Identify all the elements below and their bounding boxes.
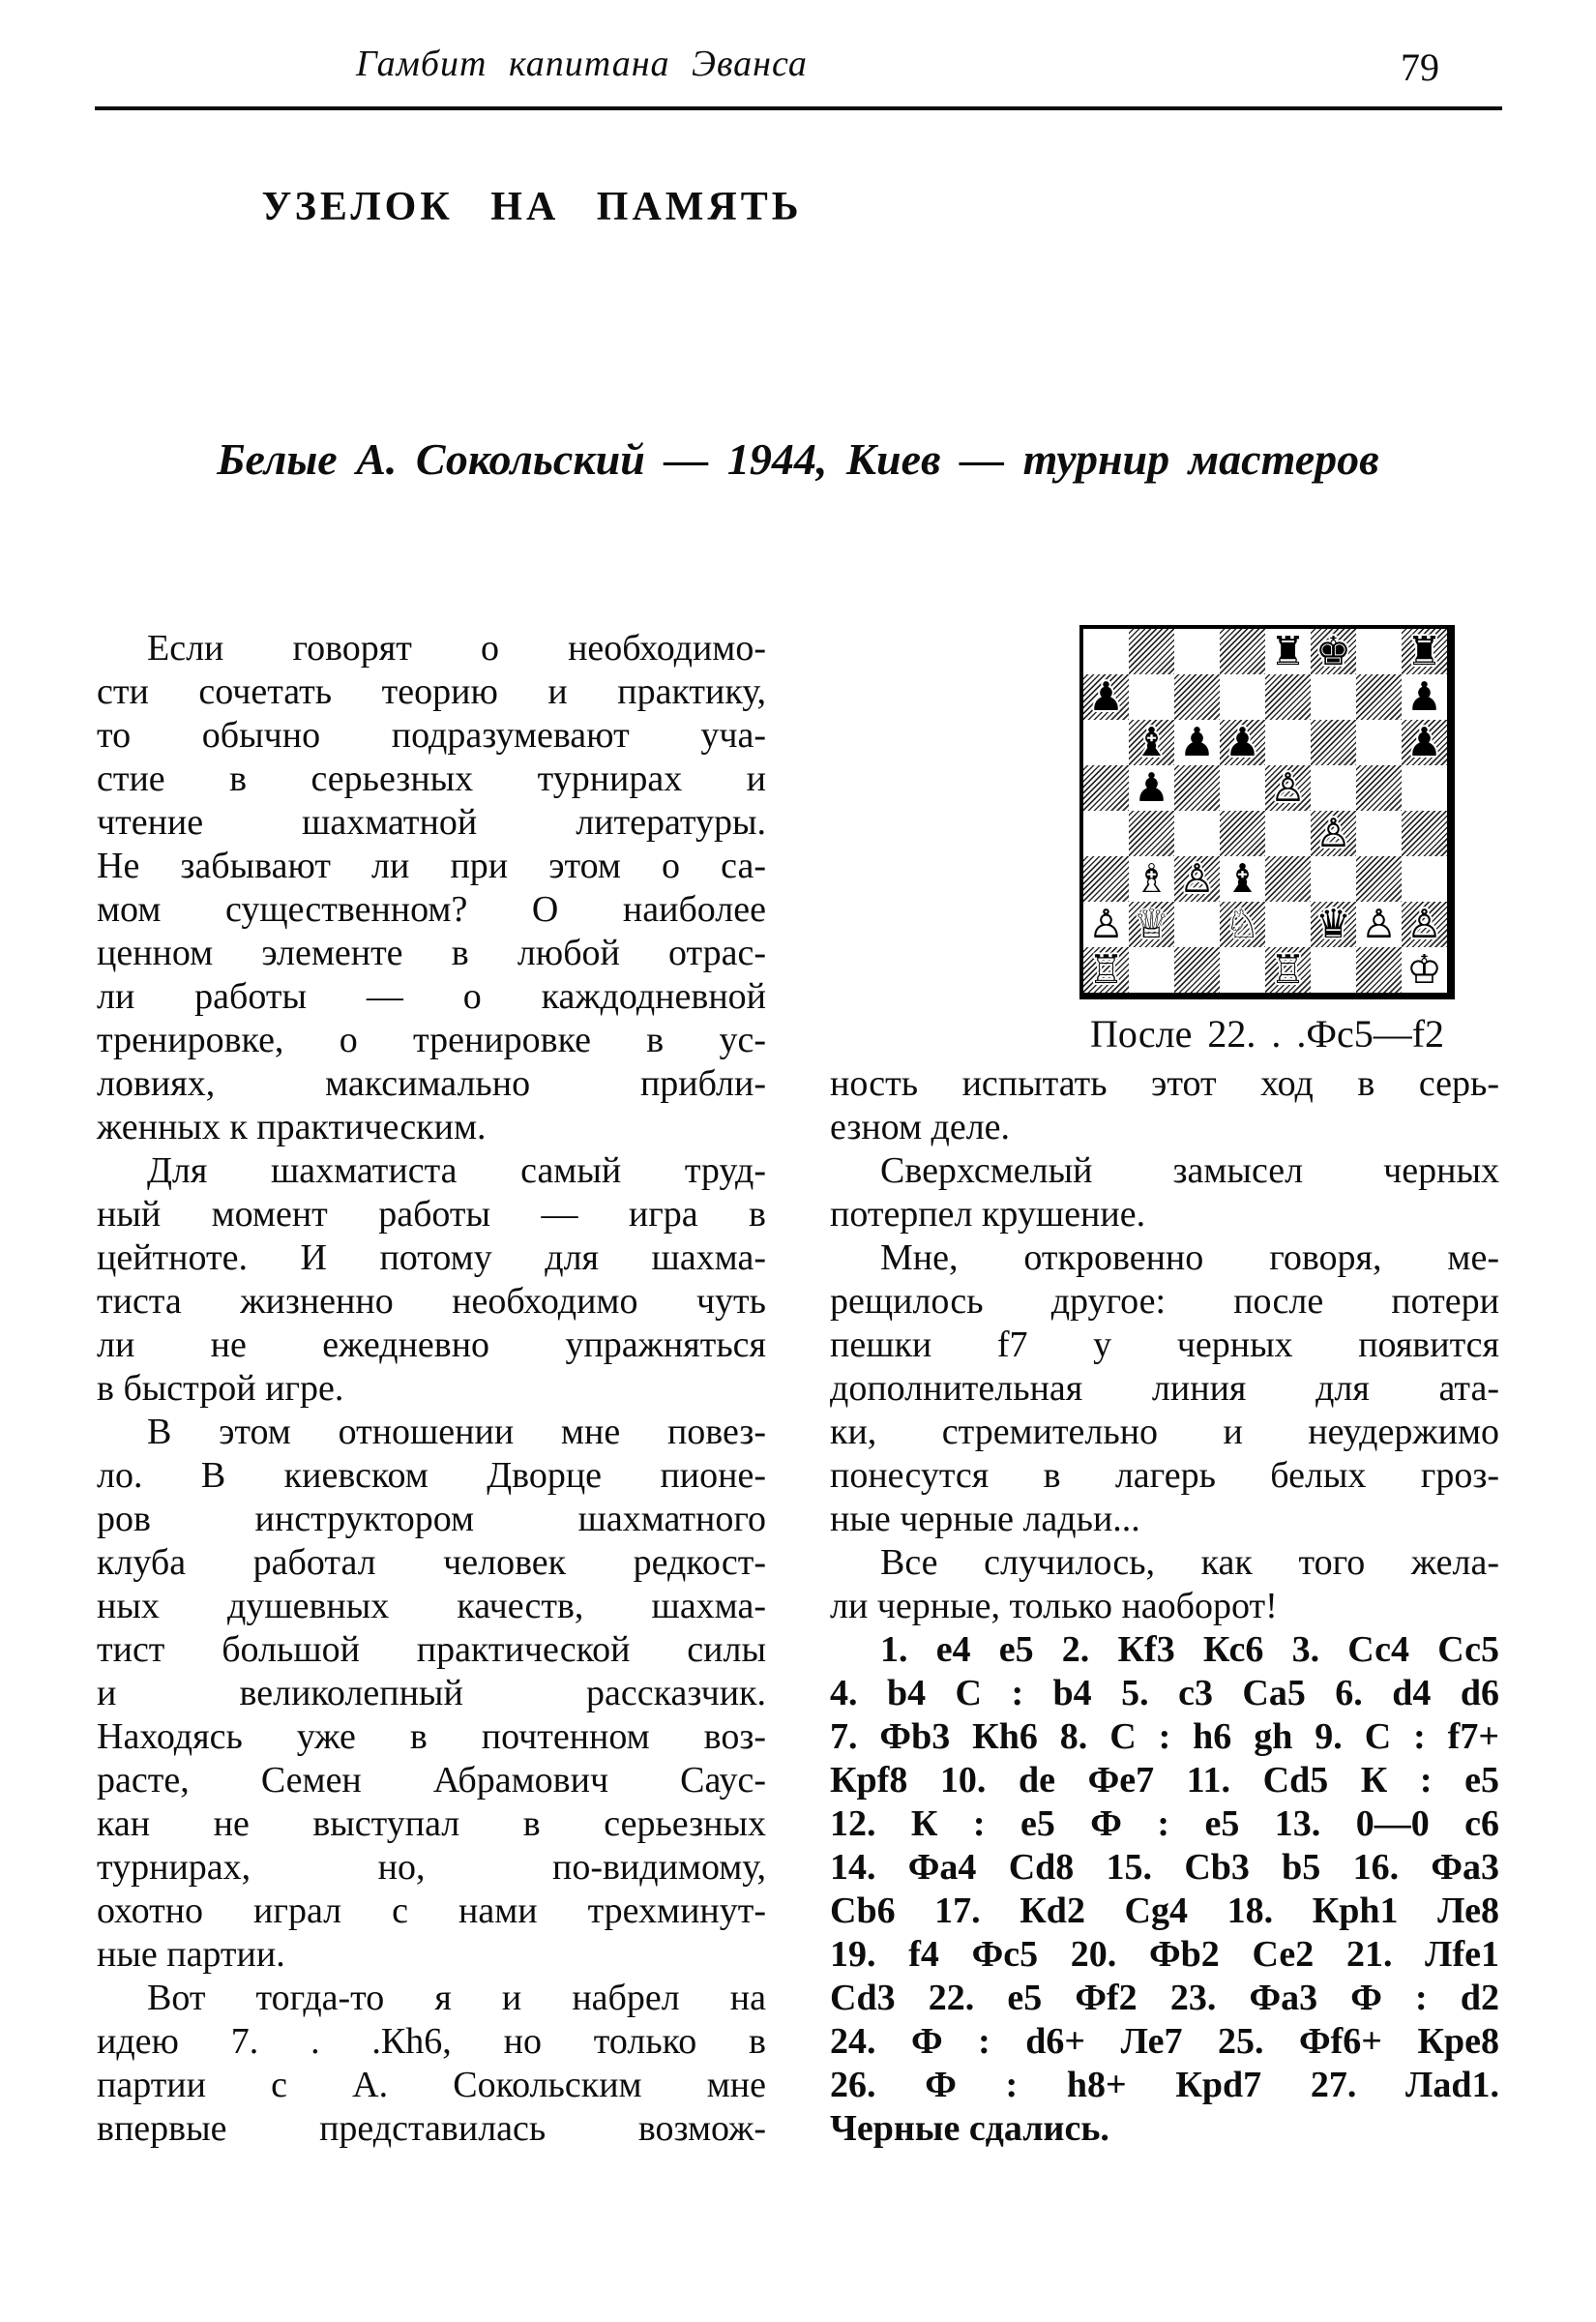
board-square (1083, 629, 1129, 674)
section-title: УЗЕЛОК НА ПАМЯТЬ (261, 185, 803, 229)
board-square (1356, 856, 1402, 902)
text-line: Если говорят о необходимо- (147, 628, 766, 669)
board-square (1402, 720, 1447, 765)
board-square (1174, 629, 1220, 674)
board-square (1402, 674, 1447, 720)
board-square (1083, 856, 1129, 902)
text-line: Все случилось, как того жела- (880, 1542, 1499, 1583)
board-square (1129, 720, 1174, 765)
text-line: впервые представилась возмож- (97, 2108, 766, 2149)
text-line: клуба работал человек редкост- (97, 1542, 766, 1583)
text-line: Для шахматиста самый труд- (147, 1150, 766, 1191)
board-square (1311, 811, 1356, 856)
board-square (1174, 765, 1220, 811)
text-line: цейтноте. И потому для шахма- (97, 1237, 766, 1278)
board-square (1402, 947, 1447, 993)
black-pawn-icon: ♟ (1179, 720, 1215, 765)
board-square (1220, 811, 1265, 856)
board-square (1402, 902, 1447, 947)
game-subtitle: Белые А. Сокольский — 1944, Киев — турнир мастеров (217, 434, 1379, 484)
text-line: тиста жизненно необходимо чуть (97, 1281, 766, 1322)
board-square (1220, 902, 1265, 947)
text-line: ров инструктором шахматного (97, 1499, 766, 1539)
black-bishop-icon: ♝ (1225, 856, 1260, 902)
text-line: 26. Ф : h8+ Крd7 27. Лаd1. (830, 2065, 1499, 2105)
text-line: ценном элементе в любой отрас- (97, 933, 766, 973)
board-square (1129, 856, 1174, 902)
board-square (1311, 720, 1356, 765)
white-pawn-icon: ♙ (1361, 902, 1397, 947)
text-line: 14. Фа4 Сd8 15. Сb3 b5 16. Фа3 (830, 1847, 1499, 1888)
board-square (1083, 674, 1129, 720)
board-square (1265, 811, 1311, 856)
text-line: Вот тогда-то я и набрел на (147, 1978, 766, 2018)
text-line: Сd3 22. е5 Фf2 23. Фа3 Ф : d2 (830, 1978, 1499, 2018)
text-line: потерпел крушение. (830, 1194, 1146, 1235)
board-square (1311, 629, 1356, 674)
board-square (1265, 765, 1311, 811)
board-square (1220, 720, 1265, 765)
text-line: турнирах, но, по-видимому, (97, 1847, 766, 1888)
board-square (1129, 765, 1174, 811)
board-square (1265, 629, 1311, 674)
text-line: ли черные, только наоборот! (830, 1586, 1278, 1626)
board-square (1129, 902, 1174, 947)
text-line: дополнительная линия для ата- (830, 1368, 1499, 1409)
board-square (1265, 856, 1311, 902)
board-square (1083, 720, 1129, 765)
text-line: 1. е4 е5 2. Кf3 Кс6 3. Сс4 Сс5 (880, 1629, 1499, 1670)
board-square (1402, 629, 1447, 674)
text-line: ных душевных качеств, шахма- (97, 1586, 766, 1626)
text-line: ные партии. (97, 1934, 285, 1975)
text-line: 4. b4 С : b4 5. с3 Са5 6. d4 d6 (830, 1673, 1499, 1713)
text-line: ки, стремительно и неудержимо (830, 1412, 1499, 1452)
text-line: женных к практическим. (97, 1107, 487, 1147)
white-queen-icon: ♕ (1134, 902, 1169, 947)
text-line: ные черные ладьи... (830, 1499, 1140, 1539)
black-rook-icon: ♜ (1406, 629, 1442, 674)
text-line: пешки f7 у черных появится (830, 1325, 1499, 1365)
black-pawn-icon: ♟ (1088, 674, 1124, 720)
right-text-column (830, 1062, 1499, 2151)
text-line: расте, Семен Абрамович Саус- (97, 1760, 766, 1801)
board-square (1220, 765, 1265, 811)
board-square (1356, 765, 1402, 811)
text-line: тренировке, о тренировке в ус- (97, 1020, 766, 1060)
text-line: 24. Ф : d6+ Ле7 25. Фf6+ Кре8 (830, 2021, 1499, 2062)
board-square (1265, 902, 1311, 947)
board-square (1356, 947, 1402, 993)
text-line: Крf8 10. de Фе7 11. Сd5 К : е5 (830, 1760, 1499, 1801)
text-line: Сb6 17. Кd2 Сg4 18. Крh1 Ле8 (830, 1890, 1499, 1931)
board-square (1220, 629, 1265, 674)
left-text-column (97, 627, 766, 2151)
board-square (1174, 947, 1220, 993)
board-square (1265, 947, 1311, 993)
board-square (1356, 674, 1402, 720)
text-line: в быстрой игре. (97, 1368, 344, 1409)
text-line: тист большой практической силы (97, 1629, 766, 1670)
white-knight-icon: ♘ (1225, 902, 1260, 947)
text-line: кан не выступал в серьезных (97, 1803, 766, 1844)
black-rook-icon: ♜ (1270, 629, 1306, 674)
board-square (1265, 720, 1311, 765)
black-bishop-icon: ♝ (1134, 720, 1169, 765)
board-square (1174, 674, 1220, 720)
white-rook-icon: ♖ (1270, 947, 1306, 993)
text-line: стие в серьезных турнирах и (97, 759, 766, 799)
text-line: ный момент работы — игра в (97, 1194, 766, 1235)
white-pawn-icon: ♙ (1270, 765, 1306, 811)
text-line: Сверхсмелый замысел черных (880, 1150, 1499, 1191)
diagram-caption: После 22. . .Фс5—f2 (1089, 1012, 1445, 1056)
white-pawn-icon: ♙ (1179, 856, 1215, 902)
board-square (1174, 720, 1220, 765)
board-square (1174, 902, 1220, 947)
black-queen-icon: ♛ (1315, 902, 1351, 947)
board-square (1402, 856, 1447, 902)
text-line: 19. f4 Фс5 20. Фb2 Се2 21. Лfе1 (830, 1934, 1499, 1975)
board-square (1174, 811, 1220, 856)
board-square (1083, 902, 1129, 947)
black-pawn-icon: ♟ (1134, 765, 1169, 811)
board-square (1129, 811, 1174, 856)
board-square (1356, 811, 1402, 856)
text-line: понесутся в лагерь белых гроз- (830, 1455, 1499, 1496)
board-square (1311, 856, 1356, 902)
text-line: езном деле. (830, 1107, 1011, 1147)
text-line: чтение шахматной литературы. (97, 802, 766, 843)
running-header-title: Гамбит капитана Эванса (356, 44, 808, 84)
black-king-icon: ♚ (1315, 629, 1351, 674)
board-square (1129, 947, 1174, 993)
board-square (1265, 674, 1311, 720)
chess-diagram (1079, 625, 1455, 1057)
text-line: ли не ежедневно упражняться (97, 1325, 766, 1365)
board-square (1083, 947, 1129, 993)
text-line: Мне, откровенно говоря, ме- (880, 1237, 1499, 1278)
white-pawn-icon: ♙ (1406, 902, 1442, 947)
board-square (1220, 856, 1265, 902)
board-square (1083, 811, 1129, 856)
text-line: 12. К : е5 Ф : е5 13. 0—0 с6 (830, 1803, 1499, 1844)
white-king-icon: ♔ (1406, 947, 1442, 993)
board-square (1174, 856, 1220, 902)
white-rook-icon: ♖ (1088, 947, 1124, 993)
text-line: ность испытать этот ход в серь- (830, 1063, 1499, 1104)
board-square (1356, 720, 1402, 765)
board-square (1311, 765, 1356, 811)
board-square (1220, 674, 1265, 720)
board-square (1402, 811, 1447, 856)
board-square (1083, 765, 1129, 811)
header-rule (95, 106, 1502, 110)
board-square (1311, 674, 1356, 720)
text-line: ловиях, максимально прибли- (97, 1063, 766, 1104)
text-line: охотно играл с нами трехминут- (97, 1890, 766, 1931)
text-line: ло. В киевском Дворце пионе- (97, 1455, 766, 1496)
text-line: Не забывают ли при этом о са- (97, 846, 766, 886)
board-square (1402, 765, 1447, 811)
text-line: партии с А. Сокольским мне (97, 2065, 766, 2105)
text-line: 7. Фb3 Кh6 8. С : h6 gh 9. С : f7+ (830, 1716, 1499, 1757)
board-square (1356, 629, 1402, 674)
chess-board (1079, 625, 1455, 999)
text-line: то обычно подразумевают уча- (97, 715, 766, 756)
black-pawn-icon: ♟ (1406, 720, 1442, 765)
board-square (1311, 902, 1356, 947)
white-pawn-icon: ♙ (1315, 811, 1351, 856)
white-pawn-icon: ♙ (1088, 902, 1124, 947)
board-square (1220, 947, 1265, 993)
text-line: В этом отношении мне повез- (147, 1412, 766, 1452)
text-line: Находясь уже в почтенном воз- (97, 1716, 766, 1757)
board-square (1356, 902, 1402, 947)
text-line: мом существенном? О наиболее (97, 889, 766, 930)
text-line: сти сочетать теорию и практику, (97, 671, 766, 712)
text-line: рещилось другое: после потери (830, 1281, 1499, 1322)
white-bishop-icon: ♗ (1134, 856, 1169, 902)
text-line: ли работы — о каждодневной (97, 976, 766, 1017)
board-square (1311, 947, 1356, 993)
text-line: Черные сдались. (830, 2108, 1109, 2149)
text-line: идею 7. . .Кh6, но только в (97, 2021, 766, 2062)
page-number: 79 (1401, 45, 1439, 89)
black-pawn-icon: ♟ (1225, 720, 1260, 765)
black-pawn-icon: ♟ (1406, 674, 1442, 720)
board-square (1129, 629, 1174, 674)
text-line: и великолепный рассказчик. (97, 1673, 766, 1713)
board-square (1129, 674, 1174, 720)
